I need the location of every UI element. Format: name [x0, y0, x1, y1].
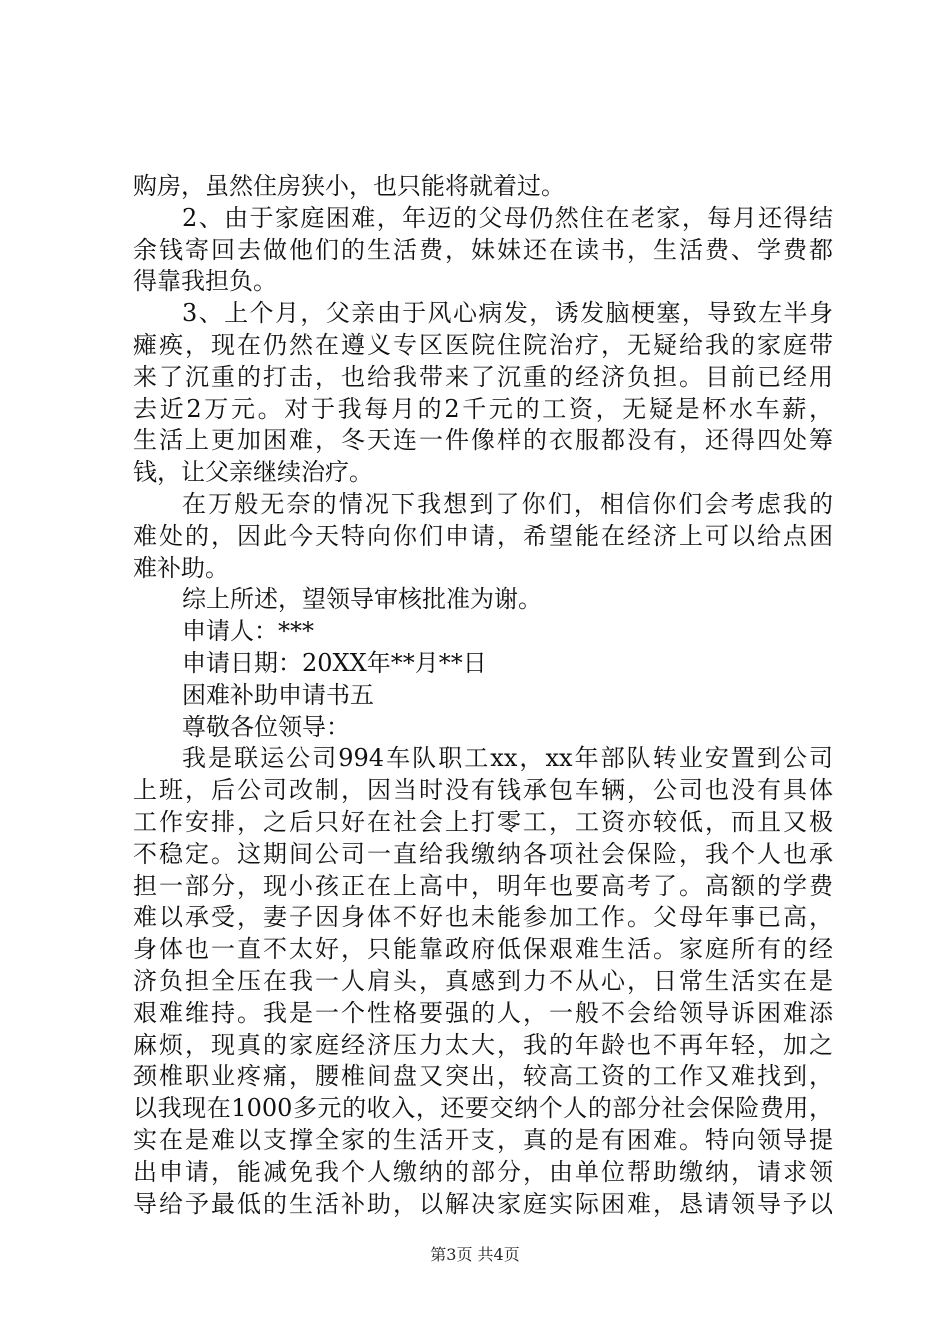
text-line: 综上所述，望领导审核批准为谢。: [182, 585, 542, 614]
text-line: 购房，虽然住房狭小，也只能将就着过。: [133, 172, 565, 200]
text-line: 来了沉重的打击，也给我带来了沉重的经济负担。目前已经用: [133, 362, 833, 391]
text-line: 济负担全压在我一人肩头，真感到力不从心，日常生活实在是: [133, 966, 833, 995]
text-line: 导给予最低的生活补助，以解决家庭实际困难，恳请领导予以: [133, 1189, 833, 1218]
applicant-line: 申请人：***: [182, 617, 314, 646]
text-line: 工作安排，之后只好在社会上打零工，工资亦较低，而且又极: [133, 807, 833, 836]
text-line: 生活上更加困难，冬天连一件像样的衣服都没有，还得四处筹: [133, 426, 833, 455]
text-line: 艰难维持。我是一个性格要强的人，一般不会给领导诉困难添: [133, 998, 833, 1027]
text-line: 麻烦，现真的家庭经济压力太大，我的年龄也不再年轻，加之: [133, 1030, 833, 1059]
text-line: 钱，让父亲继续治疗。: [133, 458, 373, 487]
text-line: 上班，后公司改制，因当时没有钱承包车辆，公司也没有具体: [133, 776, 833, 805]
text-line: 得靠我担负。: [133, 267, 277, 296]
text-line: 我是联运公司994车队职工xx，xx年部队转业安置到公司: [182, 744, 833, 773]
text-line: 担一部分，现小孩正在上高中，明年也要高考了。高额的学费: [133, 871, 833, 900]
text-line: 2、由于家庭困难，年迈的父母仍然住在老家，每月还得结: [182, 203, 833, 232]
section-heading: 困难补助申请书五: [182, 680, 374, 709]
text-line: 出申请，能减免我个人缴纳的部分，由单位帮助缴纳，请求领: [133, 1157, 833, 1186]
text-line: 身体也一直不太好，只能靠政府低保艰难生活。家庭所有的经: [133, 935, 833, 964]
text-line: 瘫痪，现在仍然在遵义专区医院住院治疗，无疑给我的家庭带: [133, 330, 833, 359]
text-line: 去近2万元。对于我每月的2千元的工资，无疑是杯水车薪，: [133, 394, 833, 423]
text-line: 颈椎职业疼痛，腰椎间盘又突出，较高工资的工作又难找到，: [133, 1062, 833, 1091]
text-line: 实在是难以支撑全家的生活开支，真的是有困难。特向领导提: [133, 1125, 833, 1154]
text-line: 余钱寄回去做他们的生活费，妹妹还在读书，生活费、学费都: [133, 235, 833, 264]
page-number-footer: 第3页 共4页: [430, 1245, 520, 1264]
application-date-line: 申请日期：20XX年**月**日: [182, 648, 487, 677]
text-line: 难以承受，妻子因身体不好也未能参加工作。父母年事已高，: [133, 903, 833, 932]
salutation: 尊敬各位领导：: [182, 712, 350, 741]
text-line: 不稳定。这期间公司一直给我缴纳各项社会保险，我个人也承: [133, 839, 833, 868]
document-body: [133, 171, 833, 1220]
text-line: 以我现在1000多元的收入，还要交纳个人的部分社会保险费用，: [133, 1094, 833, 1123]
text-line: 3、上个月，父亲由于风心病发，诱发脑梗塞，导致左半身: [182, 299, 833, 328]
text-line: 难处的，因此今天特向你们申请，希望能在经济上可以给点困: [133, 521, 833, 550]
text-line: 难补助。: [133, 553, 229, 582]
text-line: 在万般无奈的情况下我想到了你们，相信你们会考虑我的: [182, 489, 833, 518]
